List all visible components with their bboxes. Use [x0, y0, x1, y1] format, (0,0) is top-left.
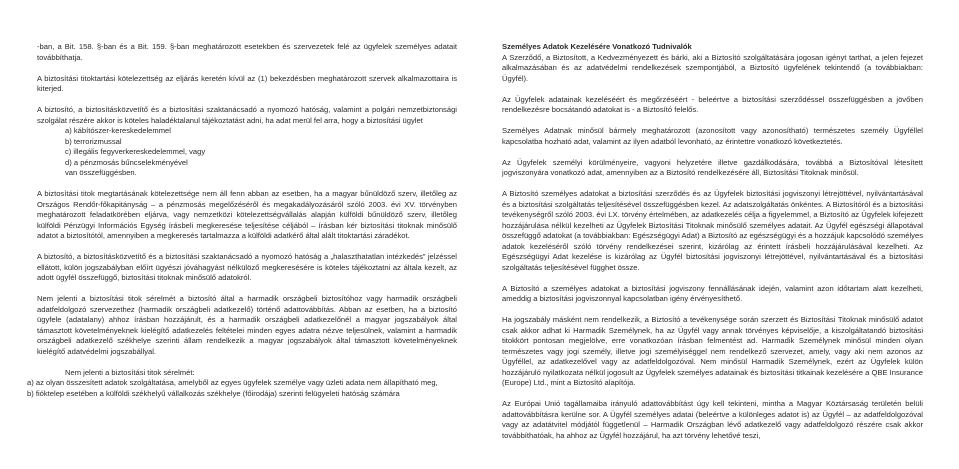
paragraph: A biztosítási titok megtartásának kötelezettsége nem áll fenn abban az esetben, ha a magyar bűnüldöző szerv, illetőleg az Országos Rendőr-főkapitányság – a pénzmosás megelőzéséről és megakadályozásáról szóló 2003. évi XV. törvényben meghatározott feladatkörében eljárva, vagy nemzetközi kötelezettségvállalás alapján külföldi bűnüldöző szerv, illetőleg külföldi Pénzügyi Információs Egység írásbeli megkeresése teljesítése céljából – írásban kér biztosítási titoknak minősülő adatot a biztosítótól, amennyiben a megkeresés tartalmazza a külföldi adatkérő által alált titoktartási záradékot.	[37, 189, 457, 240]
paragraph: Nem jelenti a biztosítási titok sérelmét:	[65, 367, 195, 377]
list-item: c) illegális fegyverkereskedelemmel, vagy	[65, 147, 206, 156]
paragraph: A biztosítási titoktartási kötelezettség az eljárás keretén kívül az (1) bekezdésben meghatározott szervek alkalmazottaira is kiterjed.	[37, 73, 457, 93]
list-item: van összefüggésben.	[65, 168, 137, 177]
paragraph: Az Európai Unió tagállamaiba irányuló adattovábbítást úgy kell tekinteni, mintha a Magyar Köztársaság területén belüli adattovábbításra kerülne sor. A Ügyfél személyes adatai (beleértve a különleges adatot is) az Ügyfél – az adatfeldolgozóval vagy az adatátvitel módjától függetlenül – Harmadik Országban lévő adatkezelő vagy adatfeldolgozó részére csak akkor továbbíthatóak, ha ahhoz az Ügyfél hozzájárul, ha azt törvény lehetővé teszi,	[502, 399, 923, 440]
paragraph: Nem jelenti a biztosítási titok sérelmét a biztosító által a harmadik országbeli biztosítóhoz vagy harmadik országbeli adatfeldolgozó szervezethez (harmadik országbeli adatkezelő) történő adattovábbítás. Abban az esetben, ha a biztosító ügyfele (adatalany) ahhoz írásban hozzájárult, és a harmadik országbeli adatkezelőnél a magyar jogszabályok által támasztott követelményeknek kielégítő adatkezelés feltételei minden egyes adatra nézve teljesülnek, valamint a harmadik országbeli adatkezelő székhelye szerinti állam rendelkezik a magyar jogszabályok által támasztott követelményeknek kielégítő adatvédelmi jogszabállyal.	[37, 294, 457, 356]
left-column	[27, 42, 457, 410]
paragraph: A biztosító, a biztosításközvetítő és a biztosítási szaktanácsadó a nyomozó hatóság a „halaszthatatlan intézkedés” jelzéssel ellátott, külön jogszabályban előírt ügyészi jóváhagyást nélkülöző megkeresésére is köteles tájékoztatni az általa kezelt, az adott ügyfél összefüggő, biztosítási titoknak minősülő adatokról.	[37, 252, 457, 282]
paragraph: -ban, a Bit. 158. §-ban és a Bit. 159. §-ban meghatározott esetekben és szervezetek felé az ügyfelek személyes adatait továbbíthatja.	[37, 42, 457, 62]
section-heading: Személyes Adatok Kezelésére Vonatkozó Tudnivalók	[502, 42, 692, 51]
right-column	[502, 42, 923, 452]
list-item: a) kábítószer-kereskedelemmel	[65, 126, 171, 135]
paragraph: A Szerződő, a Biztosított, a Kedvezményezett és bárki, aki a Biztosító szolgáltatására jogosan igényt tarthat, a jelen fejezet alkalmazásában és az adatvédelmi rendelkezések szempontjából, a Biztosító ügyfelének tekintendő (a továbbiakban: Ügyfél).	[502, 52, 923, 83]
paragraph: Ha jogszabály másként nem rendelkezik, a Biztosító a tevékenysége során szerzett és Biztosítási Titoknak minősülő adatot csak akkor adhat ki Harmadik Személynek, ha az Ügyfél vagy annak törvényes képviselője, a kiszolgáltatandó biztosítási titokkört pontosan megjelölve, erre vonatkozóan írásban felmentést ad. Harmadik Személynek minősül minden olyan természetes vagy jogi személy, illetve jogi személyiséggel nem rendelkező szervezet, amely, vagy aki nem azonos az Ügyféllel, az adatkezelővel vagy az adatfeldolgozóval. Nem minősül Harmadik Személynek, ezért az Ügyfelek külön hozzájáruló nyilatkozata nélkül jogosult az Ügyfelek személyes adatainak és biztosítási titkainak kezelésére a QBE Insurance (Europe) Ltd., mint a Biztosító alapítója.	[502, 315, 923, 387]
paragraph: Személyes Adatnak minősül bármely meghatározott (azonosított vagy azonosítható) természetes személy Ügyféllel kapcsolatba hozható adat, valamint az ilyen adatból levonható, az érintettre vonatkozó következtetés.	[502, 126, 923, 146]
list-item: d) a pénzmosás bűncselekményével	[65, 157, 188, 167]
offence-list	[37, 126, 457, 179]
list-item: a) az olyan összesített adatok szolgáltatása, amelyből az egyes ügyfelek személye vagy üzleti adata nem állapítható meg,	[27, 378, 438, 387]
paragraph: A biztosító, a biztosításközvetítő és a biztosítási szaktanácsadó a nyomozó hatóság, valamint a polgári nemzetbiztonsági szolgálat részére akkor is köteles haladéktalanul tájékoztatást adni, ha adat merül fel arra, hogy a biztosítási ügylet	[37, 105, 457, 125]
paragraph: Az Ügyfelek személyi körülményeire, vagyoni helyzetére illetve gazdálkodására, továbbá a Biztosítóval létesített jogviszonyára vonatkozó adat, amennyiben az a Biztosító rendelkezésére áll, Biztosítási Titoknak minősül.	[502, 157, 923, 177]
paragraph: Az Ügyfelek adatainak kezeléséért és megőrzéséért - beleértve a biztosítási szerződéssel összefüggésben a jövőben rendelkezésre bocsátandó adatokat is - a Biztosító felelős.	[502, 94, 923, 114]
paragraph: A Biztosító a személyes adatokat a biztosítási jogviszony fennállásának idején, valamint azon időtartam alatt kezelheti, ameddig a biztosítási jogviszonnyal kapcsolatban igény érvényesíthető.	[502, 283, 923, 303]
list-item: b) fióktelep esetében a külföldi székhelyű vállalkozás székhelye (főirodája) szerinti felügyeleti hatóság számára	[27, 388, 400, 398]
list-item: b) terrorizmussal	[65, 136, 122, 146]
paragraph: A Biztosító személyes adatokat a biztosítási szerződés és az Ügyfelek biztosítási jogviszonyi létrejöttével, nyilvántartásával és a biztosítási szolgáltatás teljesítésével összefüggésben kezel. Az adatszolgáltatás önkéntes. A Biztosítóról és a biztosítási tevékenységről szóló 2003. évi LX. törvény értelmében, az adatkezelés célja a figyelemmel, a Biztosító az Ügyfelek kifejezett hozzájárulása nélkül kezelheti az Ügyfelek Biztosítási Titoknak minősülő személyes adatait. Az Ügyfél egészségi állapotával összefüggő adatokat (a továbbiakban: Egészségügyi Adat) a Biztosító az egészségügyi és a hozzájuk kapcsolódó személyes adatok kezeléséről szóló törvény rendelkezései szerint, kizárólag az érintett írásbeli hozzájárulásával kezelheti. Az Egészségügyi Adat kezelése is kizárólag az Ügyfél biztosítási jogviszonyi létrejöttével, nyilvántartásával és a biztosítási szolgáltatás teljesítésével függhet össze.	[502, 189, 923, 272]
exception-list	[27, 378, 457, 399]
